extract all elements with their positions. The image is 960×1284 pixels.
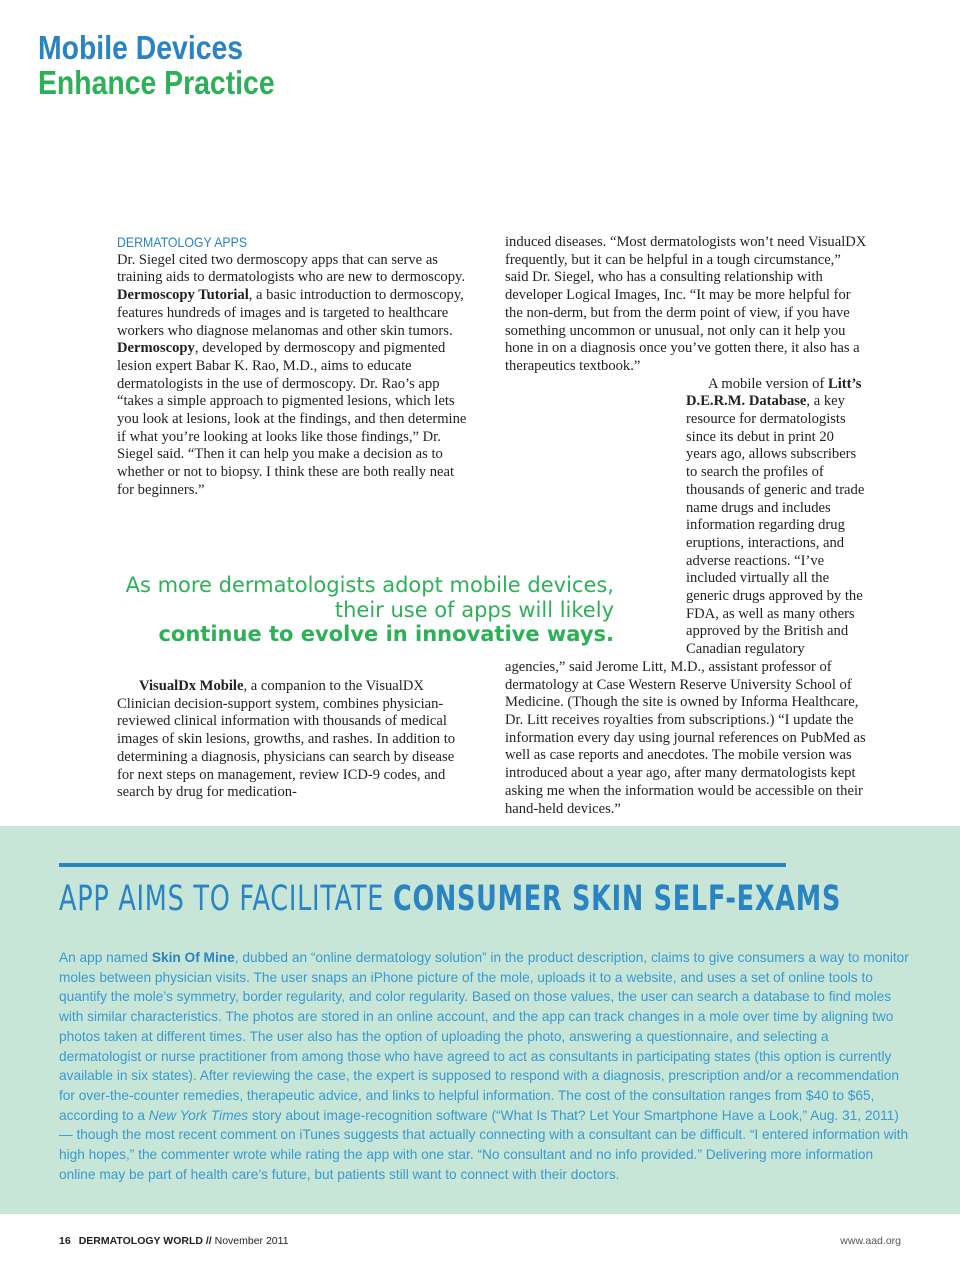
sidebar-body: An app named Skin Of Mine, dubbed an “online dermatology solution” in the product description, claims to give consumers a way to monitor moles between physician visits. The user snaps an iPhone picture of the mole, uploads it to a website, and uses a set of online tools to quantify the mole’s symmetry, border regularity, and color regularity. Based on those values, the user can search a database to find moles with similar characteristics. The photos are stored in an online account, and the app can track changes in a mole over time by aligning two photos taken at different times. The user also has the option of uploading the photo, answering a questionnaire, and selecting a dermatologist or nurse practitioner from among those who have agreed to act as consultants in participating states (this option is currently available in six states). After reviewing the case, the expert is supposed to respond with a diagnosis, prescription and/or a recommendation for over-the-counter remedies, therapeutic advice, and links to helpful information. The cost of the consultation ranges from $40 to $65, according to a New York Times story about image-recognition software (“What Is That? Let Your Smartphone Have a Look,” Aug. 31, 2011) — though the most recent comment on iTunes suggests that actually connecting with a consultant can be difficult. “I entered information with high hopes,” the commenter wrote while rating the app with one star. “No consultant and no info provided.” Delivering more information online may be part of health care’s future, but patients still want to connect with their doctors.	[59, 950, 909, 1182]
sidebar-title: APP AIMS TO FACILITATE CONSUMER SKIN SELF-EXAMS	[59, 879, 842, 919]
pull-quote-line: As more dermatologists adopt mobile devices,	[125, 573, 614, 597]
publication-name: New York Times	[148, 1107, 249, 1123]
app-name: Dermoscopy Tutorial	[117, 287, 249, 304]
app-name: Skin Of Mine	[151, 950, 235, 965]
footer-separator: //	[202, 1235, 215, 1247]
app-name: VisualDx Mobile	[139, 678, 244, 694]
app-name: Dermoscopy	[117, 340, 195, 357]
article-paragraph: A mobile version of Litt’s D.E.R.M. Database, a key resource for dermatologists since its debut in print 20 years ago, allows subscribers to search the profiles of thousands of generic and trade name drugs and includes information regarding drug eruptions, interactions, and adverse reactions. “I’ve included virtually all the generic drugs approved by the FDA, as well as many others approved by the British and Canadian regulatory agencies,” said Jerome Litt, M.D., assistant professor of dermatology at Case Western Reserve University School of Medicine. (Though the site is owned by Informa Healthcare, Dr. Litt receives royalties from subscriptions.) “I update the information every day using journal references on PubMed as well as case reports and anecdotes. The mobile version was introduced about a year ago, after many dermatologists kept asking me when the information would be accessible on their hand-held devices.”	[505, 375, 866, 817]
article-paragraph: VisualDx Mobile, a companion to the VisualDX Clinician decision-support system, combines physician-reviewed clinical information with thousands of medical images of skin lesions, growths, and rashes. In addition to determining a diagnosis, physicians can search by disease for next steps on management, review ICD-9 codes, and search by drug for medication-	[117, 678, 456, 801]
page-footer	[59, 1235, 289, 1247]
footer-url[interactable]: www.aad.org	[840, 1235, 901, 1247]
article-column-left-top	[117, 234, 473, 500]
page-title	[38, 30, 275, 100]
sidebar-rule	[59, 863, 786, 867]
sidebar-box	[0, 826, 960, 1214]
section-kicker: DERMATOLOGY APPS	[117, 234, 248, 250]
page-number: 16	[59, 1235, 71, 1247]
article-paragraph: induced diseases. “Most dermatologists won’t need VisualDX frequently, but it can be helpful in a tough circumstance,” said Dr. Siegel, who has a consulting relationship with developer Logical Images, Inc. “It may be more helpful for the non-derm, but from the derm point of view, if you have something uncommon or unusual, not only can it help you hone in on a diagnosis once you’ve gotten there, it also has a therapeutics textbook.”	[505, 234, 867, 374]
magazine-name: DERMATOLOGY WORLD	[78, 1235, 203, 1247]
article-paragraph: Dr. Siegel cited two dermoscopy apps that can serve as training aids to dermatologists who are new to dermoscopy. Dermoscopy Tutorial, a basic introduction to dermoscopy, features hundreds of images and is targeted to healthcare workers who diagnose melanomas and other skin tumors. Dermoscopy, developed by dermoscopy and pigmented lesion expert Babar K. Rao, M.D., aims to educate dermatologists in the use of dermoscopy. Dr. Rao’s app “takes a simple approach to pigmented lesions, which lets you look at lesions, look at the findings, and then determine if what you’re looking at looks like those findings,” Dr. Siegel said. “Then it can help you make a decision as to whether or not to biopsy. I think these are both really neat for beginners.”	[117, 251, 467, 498]
article-column-left-bottom	[117, 678, 473, 802]
pull-quote-line: their use of apps will likely	[334, 597, 614, 622]
article-column-right	[505, 234, 867, 818]
pull-quote-line-emphasis: continue to evolve in innovative ways.	[158, 622, 614, 646]
pull-quote-wrap-space	[505, 482, 686, 659]
page-title-line-1: Mobile Devices	[38, 29, 244, 66]
app-name: Litt’s D.E.R.M. Database	[686, 375, 862, 410]
issue-date: November 2011	[214, 1235, 289, 1247]
page-title-line-2: Enhance Practice	[38, 64, 275, 101]
